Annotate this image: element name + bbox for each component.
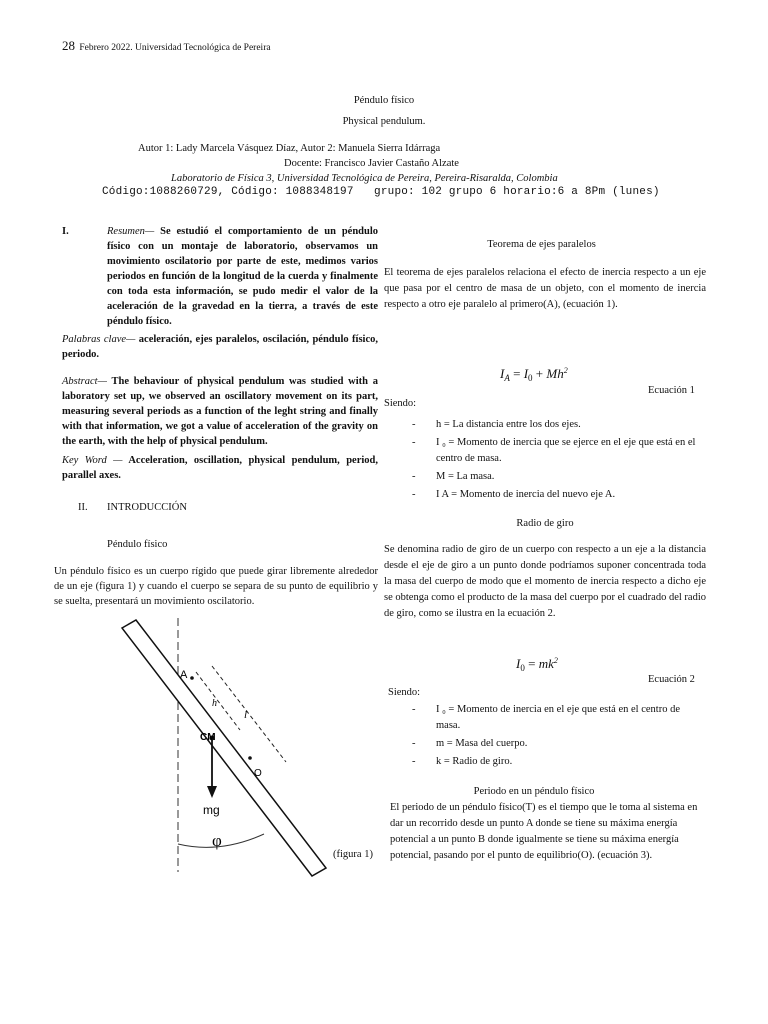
label-l: l <box>244 709 248 721</box>
list-item: - h = La distancia entre los dos ejes. <box>384 417 706 433</box>
label-o: O <box>254 768 262 779</box>
abstract <box>62 374 378 449</box>
eq1-i0: I <box>523 366 529 381</box>
eq2-equals: = <box>524 656 539 671</box>
authors: Autor 1: Lady Marcela Vásquez Díaz, Autor 2: Manuela Sierra Idárraga <box>138 143 441 154</box>
pendulum-figure <box>100 610 340 880</box>
eq1-equals: = <box>509 366 524 381</box>
giro-siendo: Siendo: <box>388 687 421 698</box>
keywords <box>62 453 378 483</box>
title-es: Péndulo físico <box>353 95 415 106</box>
page-number: 28 <box>62 38 75 53</box>
list-item: - I ₀ = Momento de inercia en el eje que está en el centro de masa. <box>384 702 684 734</box>
student-codes: Código:1088260729, Código: 1088348197 grupo: 102 grupo 6 horario:6 a 8Pm (lunes) <box>102 186 660 198</box>
intro-numeral: II. <box>78 502 88 513</box>
title-en: Physical pendulum. <box>342 116 426 127</box>
list-item: - I A = Momento de inercia del nuevo eje A. <box>384 487 706 503</box>
ejes-siendo: Siendo: <box>384 398 417 409</box>
eq1-plus: + <box>532 366 547 381</box>
equation-2 <box>516 656 558 673</box>
resumen-label: Resumen— <box>107 226 155 237</box>
eq1-lhs: I <box>500 366 505 381</box>
eq2-lhs-sub: 0 <box>520 663 525 673</box>
label-a: A <box>180 669 188 681</box>
periodo-heading: Periodo en un péndulo físico <box>473 786 595 797</box>
intro-subheading: Péndulo físico <box>107 539 168 550</box>
docente: Docente: Francisco Javier Castaño Alzate <box>284 158 459 169</box>
ejes-definitions <box>384 417 706 503</box>
label-phi: φ <box>212 831 222 850</box>
figure-caption: (figura 1) <box>333 849 373 860</box>
list-item: - k = Radio de giro. <box>384 754 684 770</box>
equation-1 <box>500 366 568 383</box>
ejes-heading: Teorema de ejes paralelos <box>487 239 596 250</box>
giro-heading: Radio de giro <box>516 518 574 529</box>
page-header <box>62 38 271 54</box>
resumen-numeral: I. <box>62 226 69 237</box>
pendulum-bar <box>122 620 326 876</box>
pivot-a-point <box>190 676 194 680</box>
eq2-sup: 2 <box>553 656 558 665</box>
weight-arrowhead <box>207 786 217 798</box>
label-h: h <box>212 698 217 709</box>
equation-1-label: Ecuación 1 <box>648 385 695 396</box>
equation-2-label: Ecuación 2 <box>648 674 695 685</box>
eq1-mh: Mh <box>546 366 564 381</box>
ejes-text: El teorema de ejes paralelos relaciona el efecto de inercia respecto a un eje que pasa por el centro de masa de un objeto, con el momento de inercia respecto a otro eje paralelo al primero(A), (ecuación 1). <box>384 267 706 310</box>
label-mg: mg <box>203 803 220 817</box>
eq2-lhs: I <box>516 656 521 671</box>
keywords-text: Acceleration, oscillation, physical pendulum, period, parallel axes. <box>62 455 378 481</box>
giro-text: Se denomina radio de giro de un cuerpo con respecto a un eje a la distancia desde el eje de giro a un punto donde podríamos suponer concentrada toda la masa del cuerpo de modo que el momento de inercia respecto a dicho eje se obtenga como el producto de la masa del cuerpo por el cuadrado del radio de giro, como se ilustra en la ecuación 2. <box>384 544 706 619</box>
giro-definitions <box>384 702 684 770</box>
eq2-mk: mk <box>538 656 554 671</box>
periodo-text: El periodo de un péndulo físico(T) es el tiempo que le toma al sistema en dar un recorrido desde un punto A donde se tiene su máxima energía potencial a un punto B donde igualmente se tiene su máxima energía potencial, pasando por el punto de equilibrio(O). (ecuación 3). <box>390 802 698 861</box>
list-item: - I ₀ = Momento de inercia que se ejerce en el eje que está en el centro de masa. <box>384 435 706 467</box>
palabras-text: aceleración, ejes paralelos, oscilación, péndulo físico, periodo. <box>62 334 378 360</box>
abstract-text: The behaviour of physical pendulum was studied with a laboratory set up, we observed an oscillatory movement on its part, measuring several periods as a function of the leght string and finally with that information, we got a value of acceleration of the gravity on the earth, with the help of physical pendulum. <box>62 376 378 447</box>
keywords-label: Key Word — <box>62 455 123 466</box>
header-text: Febrero 2022. Universidad Tecnológica de Pereira <box>79 43 271 53</box>
intro-text: Un péndulo físico es un cuerpo rígido que puede girar libremente alrededor de un eje (figura 1) y cuando el cuerpo se separa de su punto de equilibrio y se suelta, presentará un movimiento oscilatorio. <box>54 566 378 607</box>
resumen-text: Se estudió el comportamiento de un péndulo físico con un montaje de laboratorio, observamos un movimiento oscilatorio por parte de este, medimos varios periodos en función de la longitud de la cuerda y finalmente con toda esta información, se pudo medir el valor de la aceleración de la gravedad en la tierra, a través de este péndulo físico. <box>107 226 379 327</box>
eq1-lhs-sub: A <box>504 373 510 383</box>
affiliation: Laboratorio de Física 3, Universidad Tecnológica de Pereira, Pereira-Risaralda, Colombia <box>171 173 558 184</box>
intro-heading: INTRODUCCIÓN <box>107 502 187 513</box>
resumen <box>107 224 378 329</box>
eq1-sup: 2 <box>563 366 568 375</box>
palabras-clave <box>62 332 378 362</box>
palabras-label: Palabras clave— <box>62 334 136 345</box>
label-cm: CM <box>200 732 216 743</box>
pivot-o-point <box>248 756 252 760</box>
eq1-i0-sub: 0 <box>528 373 533 383</box>
list-item: - m = Masa del cuerpo. <box>384 736 684 752</box>
abstract-label: Abstract— <box>62 376 107 387</box>
list-item: - M = La masa. <box>384 469 706 485</box>
